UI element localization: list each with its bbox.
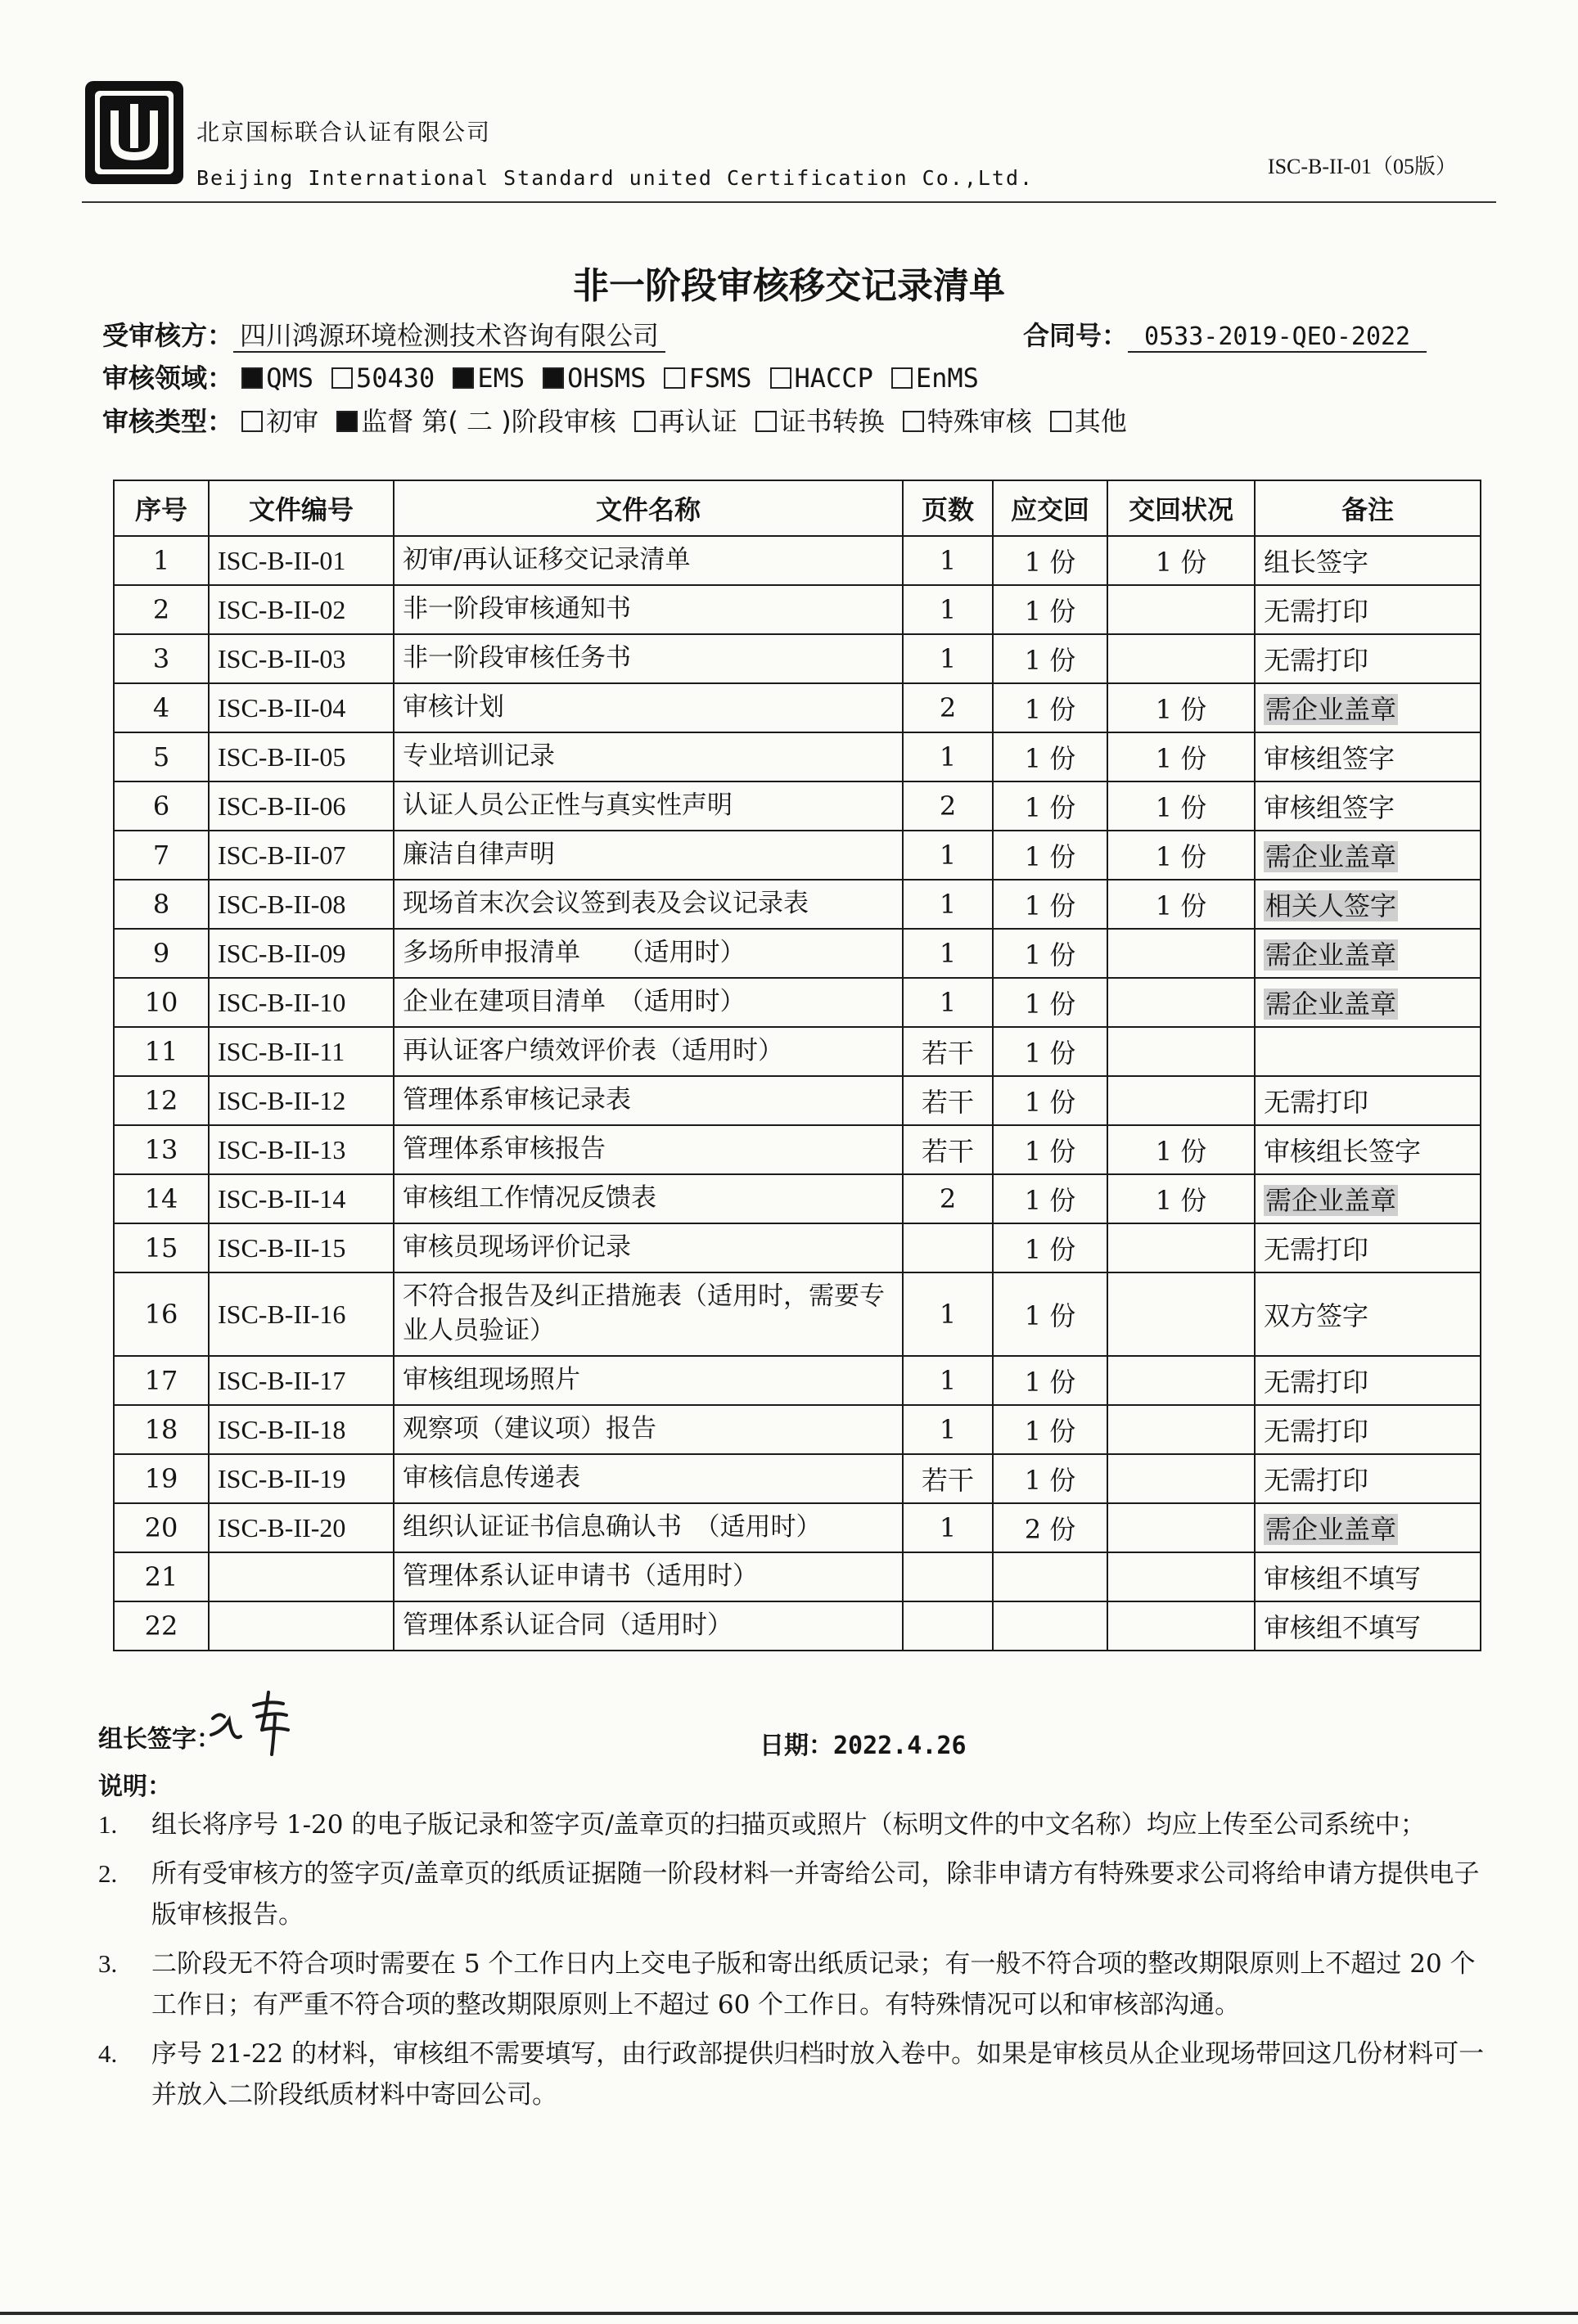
due-copies: 1 份 xyxy=(993,683,1107,732)
remark-text: 需企业盖章 xyxy=(1265,989,1397,1020)
due-copies: 2 份 xyxy=(993,1503,1107,1552)
remark-text: 无需打印 xyxy=(1264,1087,1369,1118)
file-code: ISC-B-II-03 xyxy=(209,634,394,683)
file-code: ISC-B-II-19 xyxy=(209,1454,394,1503)
table-row xyxy=(114,929,1481,978)
returned-status xyxy=(1107,1027,1255,1076)
remark-text: 双方签字 xyxy=(1264,1300,1369,1331)
audit-type-option-label: 特殊审核 xyxy=(927,406,1032,437)
remark-text: 审核组不填写 xyxy=(1264,1612,1422,1643)
contract-label: 合同号： xyxy=(1023,320,1129,351)
due-copies: 1 份 xyxy=(993,1076,1107,1125)
notes-list xyxy=(98,1804,1490,2124)
page-count: 1 xyxy=(903,1272,993,1356)
due-copies: 1 份 xyxy=(993,1356,1107,1405)
file-code: ISC-B-II-18 xyxy=(209,1405,394,1454)
returned-status: 1 份 xyxy=(1107,781,1255,831)
domain-option xyxy=(543,363,646,394)
remark-cell xyxy=(1255,1405,1481,1454)
page-count xyxy=(903,1552,993,1601)
page-count: 若干 xyxy=(903,1076,993,1125)
due-copies: 1 份 xyxy=(993,1223,1107,1272)
row-number: 19 xyxy=(114,1454,209,1503)
unchecked-box-icon xyxy=(331,367,353,389)
note-item xyxy=(98,1804,1490,1845)
due-copies xyxy=(993,1552,1107,1601)
file-name: 组织认证证书信息确认书 （适用时） xyxy=(394,1503,903,1552)
unchecked-box-icon xyxy=(241,411,263,432)
table-row xyxy=(114,831,1481,880)
table-row xyxy=(114,1356,1481,1405)
file-code: ISC-B-II-20 xyxy=(209,1503,394,1552)
remark-text: 无需打印 xyxy=(1264,596,1369,627)
domain-option xyxy=(331,363,435,394)
audit-domain-row xyxy=(102,358,997,395)
page-count: 1 xyxy=(903,732,993,781)
checked-box-icon xyxy=(336,411,358,432)
column-header: 应交回 xyxy=(993,480,1107,536)
note-text: 所有受审核方的签字页/盖章页的纸质证据随一阶段材料一并寄给公司，除非申请方有特殊要求公司将给申请方提供电子版审核报告。 xyxy=(151,1859,1480,1930)
remark-cell xyxy=(1255,978,1481,1027)
remark-cell xyxy=(1255,1503,1481,1552)
row-number: 18 xyxy=(114,1405,209,1454)
page-count: 2 xyxy=(903,1174,993,1223)
returned-status: 1 份 xyxy=(1107,1174,1255,1223)
due-copies: 1 份 xyxy=(993,1027,1107,1076)
remark-cell xyxy=(1255,1027,1481,1076)
table-row xyxy=(114,732,1481,781)
domain-option-label: EMS xyxy=(477,363,525,394)
note-item xyxy=(98,1853,1490,1935)
returned-status: 1 份 xyxy=(1107,536,1255,585)
returned-status xyxy=(1107,1503,1255,1552)
domain-option-label: 50430 xyxy=(355,363,435,394)
domain-option xyxy=(664,363,751,394)
row-number: 21 xyxy=(114,1552,209,1601)
remark-cell xyxy=(1255,683,1481,732)
page-count: 2 xyxy=(903,683,993,732)
due-copies: 1 份 xyxy=(993,781,1107,831)
table-row xyxy=(114,1272,1481,1356)
remark-text: 审核组长签字 xyxy=(1264,1136,1422,1167)
remark-cell xyxy=(1255,1174,1481,1223)
contract-row xyxy=(1023,315,1427,353)
file-name: 非一阶段审核通知书 xyxy=(394,585,903,634)
row-number: 4 xyxy=(114,683,209,732)
notes-label: 说明： xyxy=(98,1772,172,1801)
table-row xyxy=(114,781,1481,831)
file-name: 审核组工作情况反馈表 xyxy=(394,1174,903,1223)
date-label: 日期： xyxy=(760,1732,833,1760)
auditee-row xyxy=(102,315,665,353)
file-name: 现场首末次会议签到表及会议记录表 xyxy=(394,880,903,929)
document-code: ISC-B-II-01（05版） xyxy=(1267,155,1457,178)
due-copies: 1 份 xyxy=(993,732,1107,781)
page-count: 1 xyxy=(903,831,993,880)
note-text: 二阶段无不符合项时需要在 5 个工作日内上交电子版和寄出纸质记录；有一般不符合项的整改期限原则上不超过 20 个工作日；有严重不符合项的整改期限原则上不超过 60 个工作日。有特殊情况可以和审核部沟通。 xyxy=(151,1949,1476,2020)
file-code: ISC-B-II-04 xyxy=(209,683,394,732)
row-number: 14 xyxy=(114,1174,209,1223)
table-row xyxy=(114,1601,1481,1651)
page-count: 1 xyxy=(903,1356,993,1405)
page-count: 若干 xyxy=(903,1125,993,1174)
file-code: ISC-B-II-13 xyxy=(209,1125,394,1174)
file-name: 管理体系认证合同（适用时） xyxy=(394,1601,903,1651)
column-header: 页数 xyxy=(903,480,993,536)
returned-status xyxy=(1107,1223,1255,1272)
row-number: 6 xyxy=(114,781,209,831)
file-name: 观察项（建议项）报告 xyxy=(394,1405,903,1454)
domain-option-label: HACCP xyxy=(794,363,873,394)
table-header-row xyxy=(114,480,1481,536)
note-text: 序号 21-22 的材料，审核组不需要填写，由行政部提供归档时放入卷中。如果是审核员从企业现场带回这几份材料可一并放入二阶段纸质材料中寄回公司。 xyxy=(151,2039,1485,2110)
file-name: 认证人员公正性与真实性声明 xyxy=(394,781,903,831)
remark-cell xyxy=(1255,1601,1481,1651)
file-code: ISC-B-II-06 xyxy=(209,781,394,831)
returned-status xyxy=(1107,1454,1255,1503)
table-row xyxy=(114,1125,1481,1174)
table-row xyxy=(114,634,1481,683)
returned-status xyxy=(1107,634,1255,683)
remark-cell xyxy=(1255,831,1481,880)
domain-option xyxy=(453,363,525,394)
file-code: ISC-B-II-07 xyxy=(209,831,394,880)
file-name: 审核组现场照片 xyxy=(394,1356,903,1405)
note-number: 4. xyxy=(98,2039,118,2068)
file-name: 初审/再认证移交记录清单 xyxy=(394,536,903,585)
remark-text: 需企业盖章 xyxy=(1265,694,1397,725)
auditee-label: 受审核方： xyxy=(102,320,234,351)
auditee-value: 四川鸿源环境检测技术咨询有限公司 xyxy=(233,320,665,353)
due-copies: 1 份 xyxy=(993,1272,1107,1356)
returned-status: 1 份 xyxy=(1107,880,1255,929)
unchecked-box-icon xyxy=(664,367,685,389)
page-title: 非一阶段审核移交记录清单 xyxy=(573,265,1005,307)
date-value: 2022.4.26 xyxy=(833,1732,967,1760)
due-copies: 1 份 xyxy=(993,634,1107,683)
audit-type-option xyxy=(1050,401,1127,439)
row-number: 12 xyxy=(114,1076,209,1125)
returned-status xyxy=(1107,585,1255,634)
remark-cell xyxy=(1255,929,1481,978)
unchecked-box-icon xyxy=(755,411,777,432)
remark-text: 需企业盖章 xyxy=(1265,1185,1397,1216)
file-code: ISC-B-II-11 xyxy=(209,1027,394,1076)
domain-option xyxy=(241,363,313,394)
company-name-cn: 北京国标联合认证有限公司 xyxy=(196,119,492,146)
handwritten-signature xyxy=(205,1684,344,1758)
file-code: ISC-B-II-08 xyxy=(209,880,394,929)
note-number: 1. xyxy=(98,1810,118,1839)
file-name: 审核员现场评价记录 xyxy=(394,1223,903,1272)
company-name-en: Beijing International Standard united Certification Co.,Ltd. xyxy=(196,166,1035,190)
page-count xyxy=(903,1223,993,1272)
file-name: 审核信息传递表 xyxy=(394,1454,903,1503)
audit-type-options xyxy=(241,406,1145,437)
due-copies: 1 份 xyxy=(993,831,1107,880)
file-name: 企业在建项目清单 （适用时） xyxy=(394,978,903,1027)
remark-cell xyxy=(1255,1272,1481,1356)
returned-status xyxy=(1107,1405,1255,1454)
table-row xyxy=(114,1027,1481,1076)
file-code xyxy=(209,1552,394,1601)
row-number: 15 xyxy=(114,1223,209,1272)
column-header: 备注 xyxy=(1255,480,1481,536)
remark-cell xyxy=(1255,536,1481,585)
due-copies xyxy=(993,1601,1107,1651)
returned-status xyxy=(1107,1601,1255,1651)
row-number: 5 xyxy=(114,732,209,781)
page-count: 1 xyxy=(903,929,993,978)
page-count xyxy=(903,1601,993,1651)
due-copies: 1 份 xyxy=(993,978,1107,1027)
row-number: 22 xyxy=(114,1601,209,1651)
table-row xyxy=(114,1076,1481,1125)
file-code: ISC-B-II-09 xyxy=(209,929,394,978)
unchecked-box-icon xyxy=(770,367,791,389)
page-count: 1 xyxy=(903,634,993,683)
remark-text: 无需打印 xyxy=(1264,1416,1369,1447)
column-header: 文件编号 xyxy=(209,480,394,536)
note-number: 3. xyxy=(98,1949,118,1978)
audit-type-option xyxy=(634,401,737,439)
file-code xyxy=(209,1601,394,1651)
page-count: 1 xyxy=(903,978,993,1027)
page-count: 若干 xyxy=(903,1454,993,1503)
audit-type-option-label: 其他 xyxy=(1074,406,1127,437)
checked-box-icon xyxy=(453,367,474,389)
audit-type-option-label: 再认证 xyxy=(658,406,737,437)
remark-text: 需企业盖章 xyxy=(1265,1514,1397,1545)
returned-status xyxy=(1107,1552,1255,1601)
remark-text: 无需打印 xyxy=(1264,1367,1369,1398)
due-copies: 1 份 xyxy=(993,1405,1107,1454)
company-logo xyxy=(82,78,187,187)
file-name: 管理体系审核报告 xyxy=(394,1125,903,1174)
file-code: ISC-B-II-15 xyxy=(209,1223,394,1272)
audit-type-option-label: 证书转换 xyxy=(779,406,885,437)
row-number: 13 xyxy=(114,1125,209,1174)
returned-status xyxy=(1107,929,1255,978)
returned-status: 1 份 xyxy=(1107,732,1255,781)
remark-text: 审核组不填写 xyxy=(1264,1563,1422,1594)
file-code: ISC-B-II-10 xyxy=(209,978,394,1027)
table-row xyxy=(114,880,1481,929)
row-number: 11 xyxy=(114,1027,209,1076)
row-number: 3 xyxy=(114,634,209,683)
file-name: 廉洁自律声明 xyxy=(394,831,903,880)
file-name: 不符合报告及纠正措施表（适用时，需要专业人员验证） xyxy=(394,1272,903,1356)
audit-type-option xyxy=(903,401,1032,439)
file-code: ISC-B-II-17 xyxy=(209,1356,394,1405)
audit-domain-options xyxy=(241,363,997,394)
file-code: ISC-B-II-12 xyxy=(209,1076,394,1125)
row-number: 2 xyxy=(114,585,209,634)
page-count: 1 xyxy=(903,585,993,634)
returned-status xyxy=(1107,1272,1255,1356)
unchecked-box-icon xyxy=(634,411,656,432)
row-number: 8 xyxy=(114,880,209,929)
note-item xyxy=(98,1943,1490,2025)
row-number: 17 xyxy=(114,1356,209,1405)
row-number: 9 xyxy=(114,929,209,978)
file-name: 多场所申报清单 （适用时） xyxy=(394,929,903,978)
leader-sign-label: 组长签字： xyxy=(98,1725,221,1754)
row-number: 16 xyxy=(114,1272,209,1356)
remark-cell xyxy=(1255,1356,1481,1405)
remark-text: 无需打印 xyxy=(1264,1234,1369,1265)
remark-cell xyxy=(1255,1454,1481,1503)
column-header: 交回状况 xyxy=(1107,480,1255,536)
table-row xyxy=(114,1223,1481,1272)
due-copies: 1 份 xyxy=(993,929,1107,978)
remark-cell xyxy=(1255,1076,1481,1125)
domain-option-label: FSMS xyxy=(688,363,752,394)
checked-box-icon xyxy=(241,367,263,389)
page-count: 1 xyxy=(903,880,993,929)
domain-option xyxy=(770,363,873,394)
due-copies: 1 份 xyxy=(993,585,1107,634)
returned-status: 1 份 xyxy=(1107,683,1255,732)
audit-type-row xyxy=(102,401,1145,439)
unchecked-box-icon xyxy=(903,411,924,432)
file-code: ISC-B-II-05 xyxy=(209,732,394,781)
note-item xyxy=(98,2034,1490,2115)
page-count: 1 xyxy=(903,1405,993,1454)
returned-status: 1 份 xyxy=(1107,831,1255,880)
table-row xyxy=(114,536,1481,585)
remark-cell xyxy=(1255,1125,1481,1174)
remark-cell xyxy=(1255,781,1481,831)
file-code: ISC-B-II-14 xyxy=(209,1174,394,1223)
remark-cell xyxy=(1255,732,1481,781)
checked-box-icon xyxy=(543,367,564,389)
remark-cell xyxy=(1255,1552,1481,1601)
table-row xyxy=(114,1552,1481,1601)
row-number: 20 xyxy=(114,1503,209,1552)
file-name: 非一阶段审核任务书 xyxy=(394,634,903,683)
remark-text: 组长签字 xyxy=(1264,547,1369,578)
column-header: 序号 xyxy=(114,480,209,536)
date-row xyxy=(760,1725,967,1761)
due-copies: 1 份 xyxy=(993,1454,1107,1503)
audit-type-option xyxy=(336,401,616,439)
file-code: ISC-B-II-02 xyxy=(209,585,394,634)
table-row xyxy=(114,1454,1481,1503)
page-count: 若干 xyxy=(903,1027,993,1076)
file-name: 管理体系审核记录表 xyxy=(394,1076,903,1125)
row-number: 1 xyxy=(114,536,209,585)
contract-value: 0533-2019-QEO-2022 xyxy=(1128,322,1427,353)
file-name: 专业培训记录 xyxy=(394,732,903,781)
audit-type-label: 审核类型： xyxy=(102,406,234,437)
returned-status xyxy=(1107,978,1255,1027)
remark-text: 无需打印 xyxy=(1264,645,1369,676)
remark-cell xyxy=(1255,634,1481,683)
file-code: ISC-B-II-16 xyxy=(209,1272,394,1356)
table-body xyxy=(114,536,1481,1651)
row-number: 7 xyxy=(114,831,209,880)
scan-edge xyxy=(0,2312,1578,2315)
remark-text: 无需打印 xyxy=(1264,1465,1369,1496)
note-number: 2. xyxy=(98,1859,118,1888)
table-row xyxy=(114,1405,1481,1454)
page-count: 1 xyxy=(903,536,993,585)
row-number: 10 xyxy=(114,978,209,1027)
audit-type-option xyxy=(241,401,318,439)
returned-status xyxy=(1107,1076,1255,1125)
file-code: ISC-B-II-01 xyxy=(209,536,394,585)
audit-domain-label: 审核领域： xyxy=(102,363,234,394)
remark-text: 相关人签字 xyxy=(1265,890,1397,921)
table-row xyxy=(114,1174,1481,1223)
due-copies: 1 份 xyxy=(993,880,1107,929)
remark-text: 审核组签字 xyxy=(1264,792,1395,823)
file-name: 管理体系认证申请书（适用时） xyxy=(394,1552,903,1601)
remark-text: 需企业盖章 xyxy=(1265,841,1397,872)
remark-text: 需企业盖章 xyxy=(1265,939,1397,971)
note-text: 组长将序号 1-20 的电子版记录和签字页/盖章页的扫描页或照片（标明文件的中文名称）均应上传至公司系统中； xyxy=(151,1810,1426,1840)
due-copies: 1 份 xyxy=(993,1125,1107,1174)
due-copies: 1 份 xyxy=(993,1174,1107,1223)
remark-cell xyxy=(1255,880,1481,929)
audit-type-option xyxy=(755,401,885,439)
remark-cell xyxy=(1255,1223,1481,1272)
unchecked-box-icon xyxy=(1050,411,1071,432)
domain-option-label: EnMS xyxy=(915,363,979,394)
table-row xyxy=(114,978,1481,1027)
unchecked-box-icon xyxy=(891,367,913,389)
returned-status xyxy=(1107,1356,1255,1405)
transfer-record-table xyxy=(113,480,1481,1651)
audit-type-option-label: 监督 第( 二 )阶段审核 xyxy=(361,406,616,437)
table-row xyxy=(114,683,1481,732)
column-header: 文件名称 xyxy=(394,480,903,536)
file-name: 再认证客户绩效评价表（适用时） xyxy=(394,1027,903,1076)
table-row xyxy=(114,1503,1481,1552)
returned-status: 1 份 xyxy=(1107,1125,1255,1174)
remark-cell xyxy=(1255,585,1481,634)
file-name: 审核计划 xyxy=(394,683,903,732)
page-count: 1 xyxy=(903,1503,993,1552)
remark-text: 审核组签字 xyxy=(1264,743,1395,774)
domain-option-label: QMS xyxy=(266,363,313,394)
page-count: 2 xyxy=(903,781,993,831)
table-row xyxy=(114,585,1481,634)
domain-option xyxy=(891,363,979,394)
domain-option-label: OHSMS xyxy=(567,363,647,394)
header-divider xyxy=(82,201,1496,203)
audit-type-option-label: 初审 xyxy=(266,406,319,437)
due-copies: 1 份 xyxy=(993,536,1107,585)
